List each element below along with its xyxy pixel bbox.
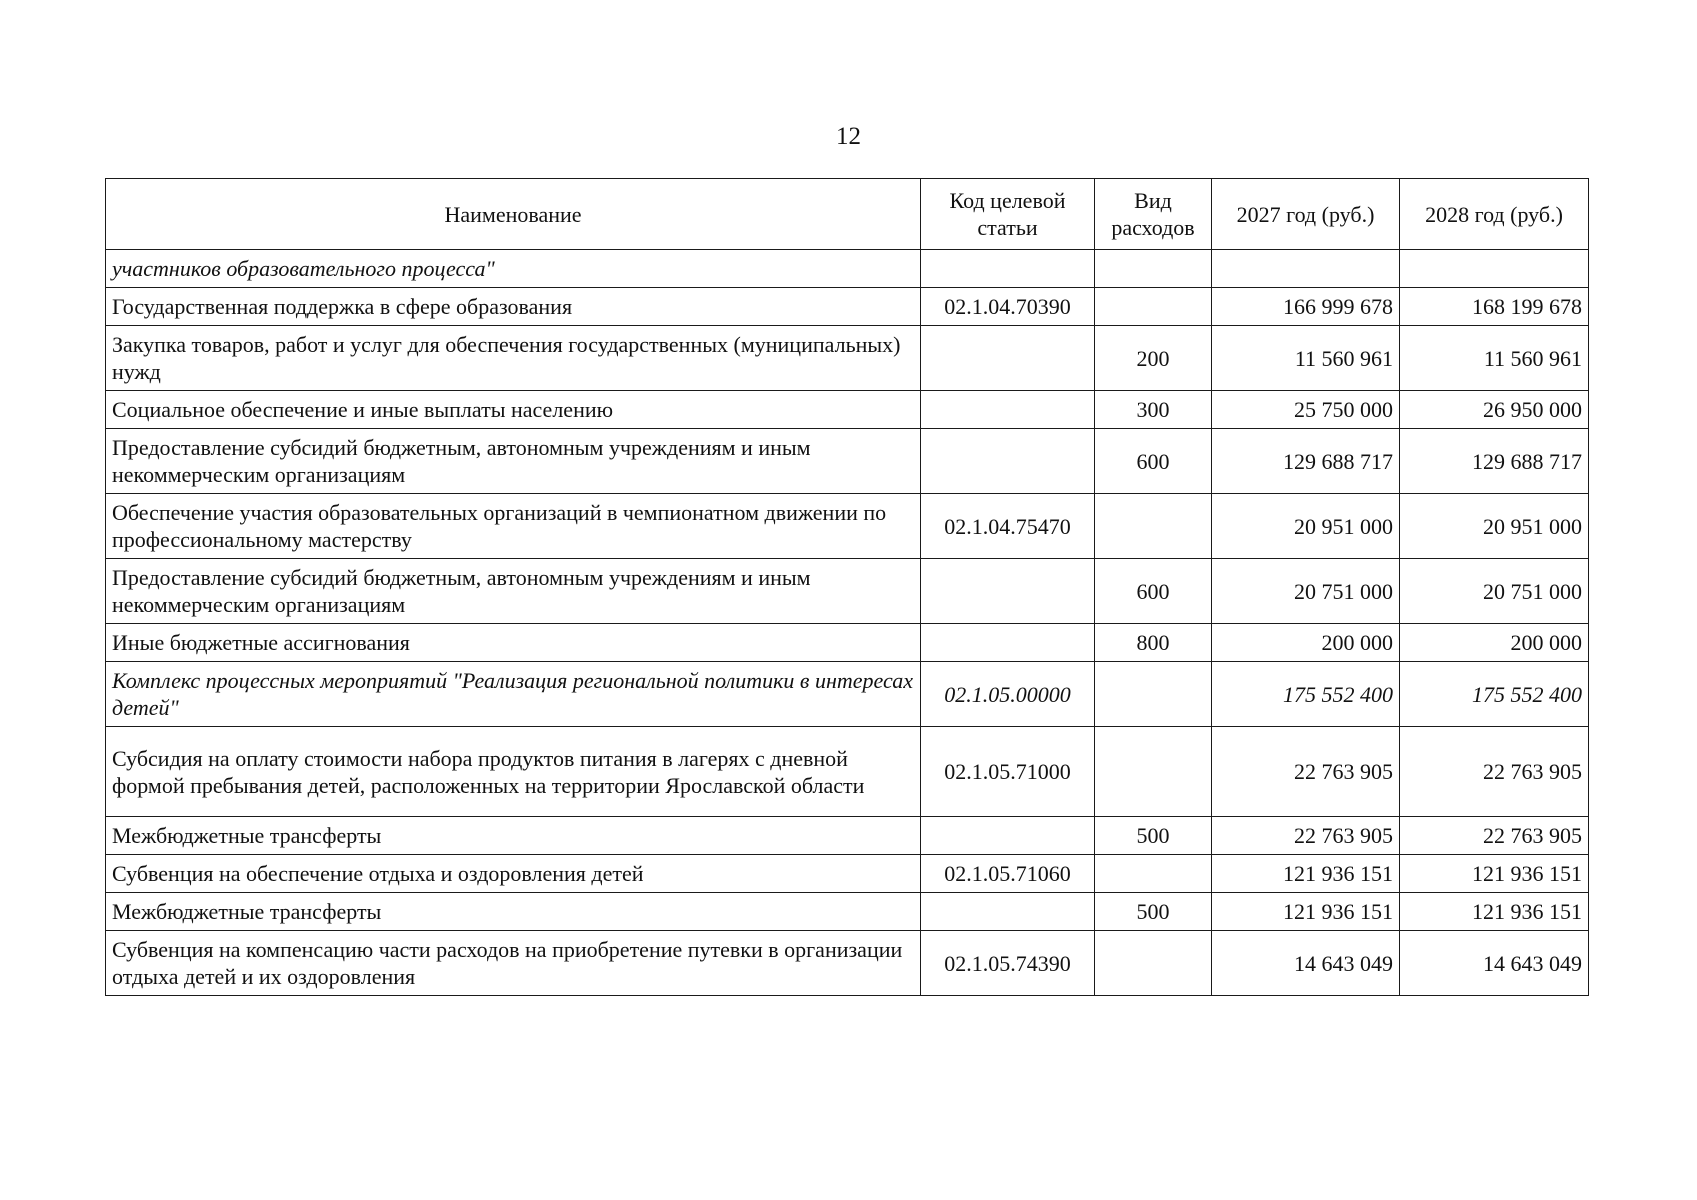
row-2027: 11 560 961: [1212, 326, 1400, 391]
row-kind: [1095, 662, 1212, 727]
row-code: 02.1.05.71060: [921, 855, 1095, 893]
row-2028: 20 951 000: [1400, 494, 1589, 559]
table-row: [106, 494, 1589, 559]
row-2027: [1212, 250, 1400, 288]
row-2028: 121 936 151: [1400, 855, 1589, 893]
row-code: [921, 817, 1095, 855]
row-code: 02.1.04.70390: [921, 288, 1095, 326]
header-name: Наименование: [106, 179, 921, 250]
row-2028: 11 560 961: [1400, 326, 1589, 391]
row-kind: 600: [1095, 429, 1212, 494]
row-name: Обеспечение участия образовательных организаций в чемпионатном движении по профессиональному мастерству: [106, 494, 921, 559]
row-kind: [1095, 288, 1212, 326]
row-code: 02.1.05.71000: [921, 727, 1095, 817]
row-name: Предоставление субсидий бюджетным, автономным учреждениям и иным некоммерческим организациям: [106, 429, 921, 494]
row-2027: 22 763 905: [1212, 727, 1400, 817]
row-kind: 500: [1095, 893, 1212, 931]
budget-table: [105, 178, 1589, 996]
row-kind: [1095, 727, 1212, 817]
row-code: [921, 250, 1095, 288]
table-header-row: [106, 179, 1589, 250]
row-code: [921, 559, 1095, 624]
row-name: Межбюджетные трансферты: [106, 817, 921, 855]
table-row: [106, 817, 1589, 855]
row-kind: 800: [1095, 624, 1212, 662]
table-row: [106, 893, 1589, 931]
row-2028: [1400, 250, 1589, 288]
row-name: Социальное обеспечение и иные выплаты населению: [106, 391, 921, 429]
page-number: 12: [836, 123, 861, 150]
row-2027: 121 936 151: [1212, 855, 1400, 893]
row-name: Субсидия на оплату стоимости набора продуктов питания в лагерях с дневной формой пребывания детей, расположенных на территории Ярославской области: [106, 727, 921, 817]
row-2027: 166 999 678: [1212, 288, 1400, 326]
row-2028: 175 552 400: [1400, 662, 1589, 727]
table-row: [106, 326, 1589, 391]
row-2028: 168 199 678: [1400, 288, 1589, 326]
header-2027: 2027 год (руб.): [1212, 179, 1400, 250]
row-2028: 200 000: [1400, 624, 1589, 662]
row-code: 02.1.05.00000: [921, 662, 1095, 727]
row-2027: 175 552 400: [1212, 662, 1400, 727]
row-kind: [1095, 855, 1212, 893]
row-kind: 500: [1095, 817, 1212, 855]
row-2028: 129 688 717: [1400, 429, 1589, 494]
row-kind: 600: [1095, 559, 1212, 624]
row-name: Комплекс процессных мероприятий "Реализация региональной политики в интересах детей": [106, 662, 921, 727]
row-code: 02.1.05.74390: [921, 931, 1095, 996]
table-row: [106, 250, 1589, 288]
row-2027: 25 750 000: [1212, 391, 1400, 429]
row-code: [921, 429, 1095, 494]
table-row: [106, 429, 1589, 494]
table-row: [106, 855, 1589, 893]
table-row: [106, 559, 1589, 624]
row-kind: [1095, 250, 1212, 288]
row-name: участников образовательного процесса": [106, 250, 921, 288]
row-name: Субвенция на обеспечение отдыха и оздоровления детей: [106, 855, 921, 893]
row-2027: 20 751 000: [1212, 559, 1400, 624]
row-code: [921, 893, 1095, 931]
table-row: [106, 391, 1589, 429]
row-2028: 14 643 049: [1400, 931, 1589, 996]
header-kind: Вид расходов: [1095, 179, 1212, 250]
row-2027: 129 688 717: [1212, 429, 1400, 494]
row-code: 02.1.04.75470: [921, 494, 1095, 559]
row-2028: 22 763 905: [1400, 727, 1589, 817]
row-2027: 14 643 049: [1212, 931, 1400, 996]
header-code: Код целевой статьи: [921, 179, 1095, 250]
table-row: [106, 727, 1589, 817]
row-2028: 121 936 151: [1400, 893, 1589, 931]
row-2027: 20 951 000: [1212, 494, 1400, 559]
table-row: [106, 931, 1589, 996]
row-name: Иные бюджетные ассигнования: [106, 624, 921, 662]
row-2027: 200 000: [1212, 624, 1400, 662]
row-name: Предоставление субсидий бюджетным, автономным учреждениям и иным некоммерческим организациям: [106, 559, 921, 624]
row-code: [921, 391, 1095, 429]
table-row: [106, 288, 1589, 326]
row-name: Государственная поддержка в сфере образования: [106, 288, 921, 326]
header-2028: 2028 год (руб.): [1400, 179, 1589, 250]
row-kind: 300: [1095, 391, 1212, 429]
row-2028: 20 751 000: [1400, 559, 1589, 624]
row-2028: 26 950 000: [1400, 391, 1589, 429]
table-row: [106, 662, 1589, 727]
row-name: Межбюджетные трансферты: [106, 893, 921, 931]
row-kind: 200: [1095, 326, 1212, 391]
row-2028: 22 763 905: [1400, 817, 1589, 855]
row-code: [921, 624, 1095, 662]
row-code: [921, 326, 1095, 391]
row-kind: [1095, 494, 1212, 559]
table-row: [106, 624, 1589, 662]
row-2027: 121 936 151: [1212, 893, 1400, 931]
row-name: Закупка товаров, работ и услуг для обеспечения государственных (муниципальных) нужд: [106, 326, 921, 391]
row-kind: [1095, 931, 1212, 996]
row-2027: 22 763 905: [1212, 817, 1400, 855]
row-name: Субвенция на компенсацию части расходов на приобретение путевки в организации отдыха детей и их оздоровления: [106, 931, 921, 996]
